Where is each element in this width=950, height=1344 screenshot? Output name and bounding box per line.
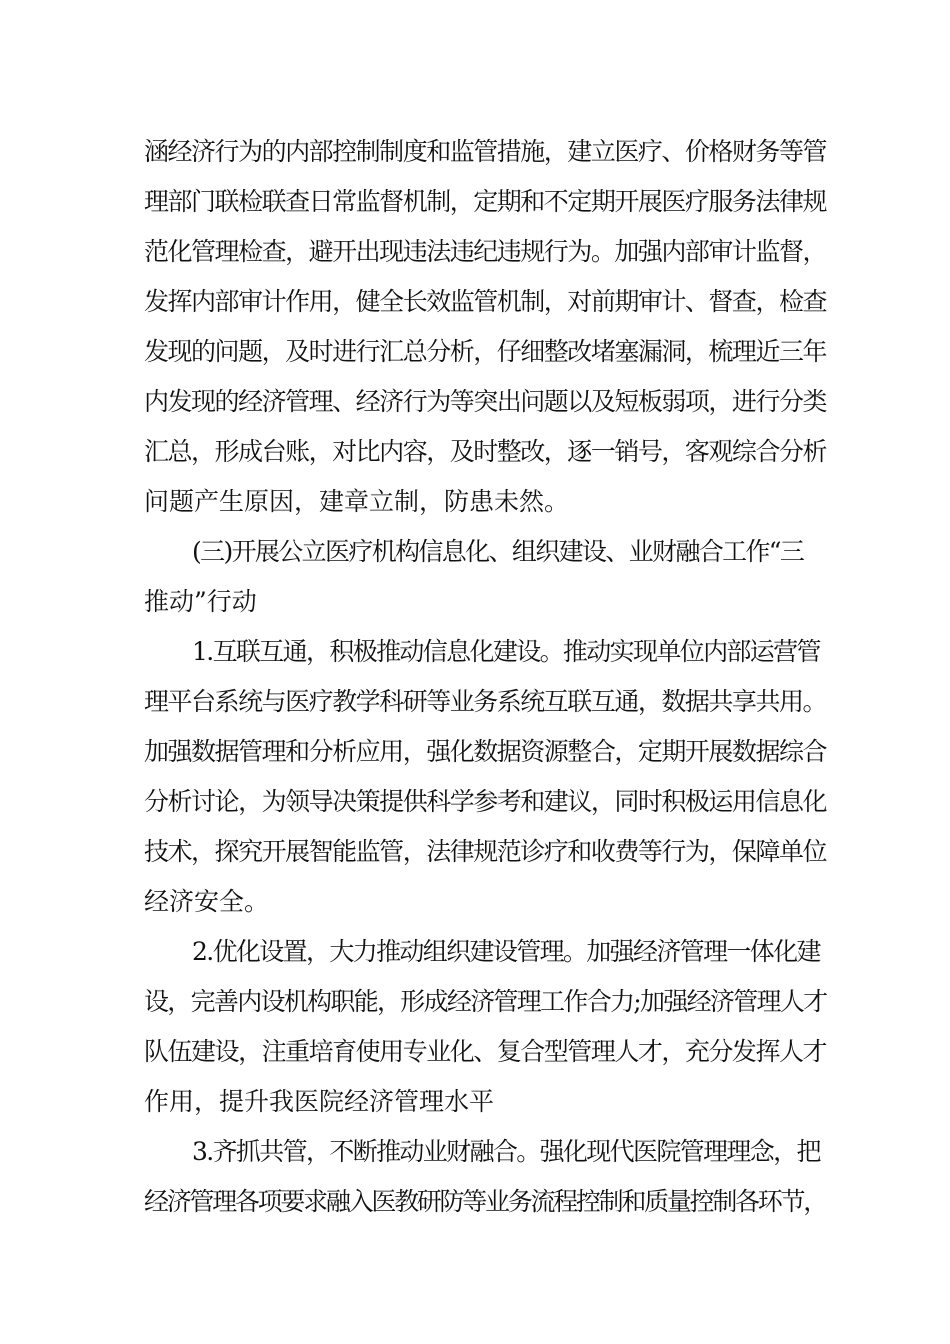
- paragraph-first-line: 3.齐抓共管，不断推动业财融合。强化现代医院管理理念，把: [192, 1137, 820, 1166]
- section-heading: (三)开展公立医疗机构信息化、组织建设、业财融合工作“三: [192, 537, 804, 566]
- text-line: 汇总，形成台账，对比内容，及时整改，逐一销号，客观综合分析: [144, 437, 827, 466]
- text-line: 理平台系统与医疗教学科研等业务系统互联互通，数据共享共用。: [144, 687, 827, 716]
- text-line: 问题产生原因，建章立制，防患未然。: [144, 487, 570, 516]
- text-line: 加强数据管理和分析应用，强化数据资源整合，定期开展数据综合: [144, 737, 827, 766]
- paragraph-first-line: 1.互联互通，积极推动信息化建设。推动实现单位内部运营管: [192, 637, 820, 666]
- text-line: 理部门联检联查日常监督机制，定期和不定期开展医疗服务法律规: [144, 187, 827, 216]
- paragraph-first-line: 2.优化设置，大力推动组织建设管理。加强经济管理一体化建: [192, 937, 820, 966]
- text-line: 发挥内部审计作用，健全长效监管机制，对前期审计、督查，检查: [144, 287, 827, 316]
- text-line: 范化管理检查，避开出现违法违纪违规行为。加强内部审计监督，: [144, 237, 827, 266]
- text-line: 经济安全。: [144, 887, 270, 916]
- text-line: 发现的问题，及时进行汇总分析，仔细整改堵塞漏洞，梳理近三年: [144, 337, 827, 366]
- text-line: 设，完善内设机构职能，形成经济管理工作合力;加强经济管理人才: [144, 987, 827, 1016]
- text-line: 技术，探究开展智能监管，法律规范诊疗和收费等行为，保障单位: [144, 837, 827, 866]
- text-line: 内发现的经济管理、经济行为等突出问题以及短板弱项，进行分类: [144, 387, 827, 416]
- text-line: 经济管理各项要求融入医教研防等业务流程控制和质量控制各环节，: [144, 1187, 827, 1216]
- text-line: 队伍建设，注重培育使用专业化、复合型管理人才，充分发挥人才: [144, 1037, 827, 1066]
- text-line: 作用，提升我医院经济管理水平: [144, 1087, 495, 1116]
- text-line: 分析讨论，为领导决策提供科学参考和建议，同时积极运用信息化: [144, 787, 827, 816]
- section-heading: 推动”行动: [144, 587, 257, 616]
- text-line: 涵经济行为的内部控制制度和监管措施，建立医疗、价格财务等管: [144, 137, 827, 166]
